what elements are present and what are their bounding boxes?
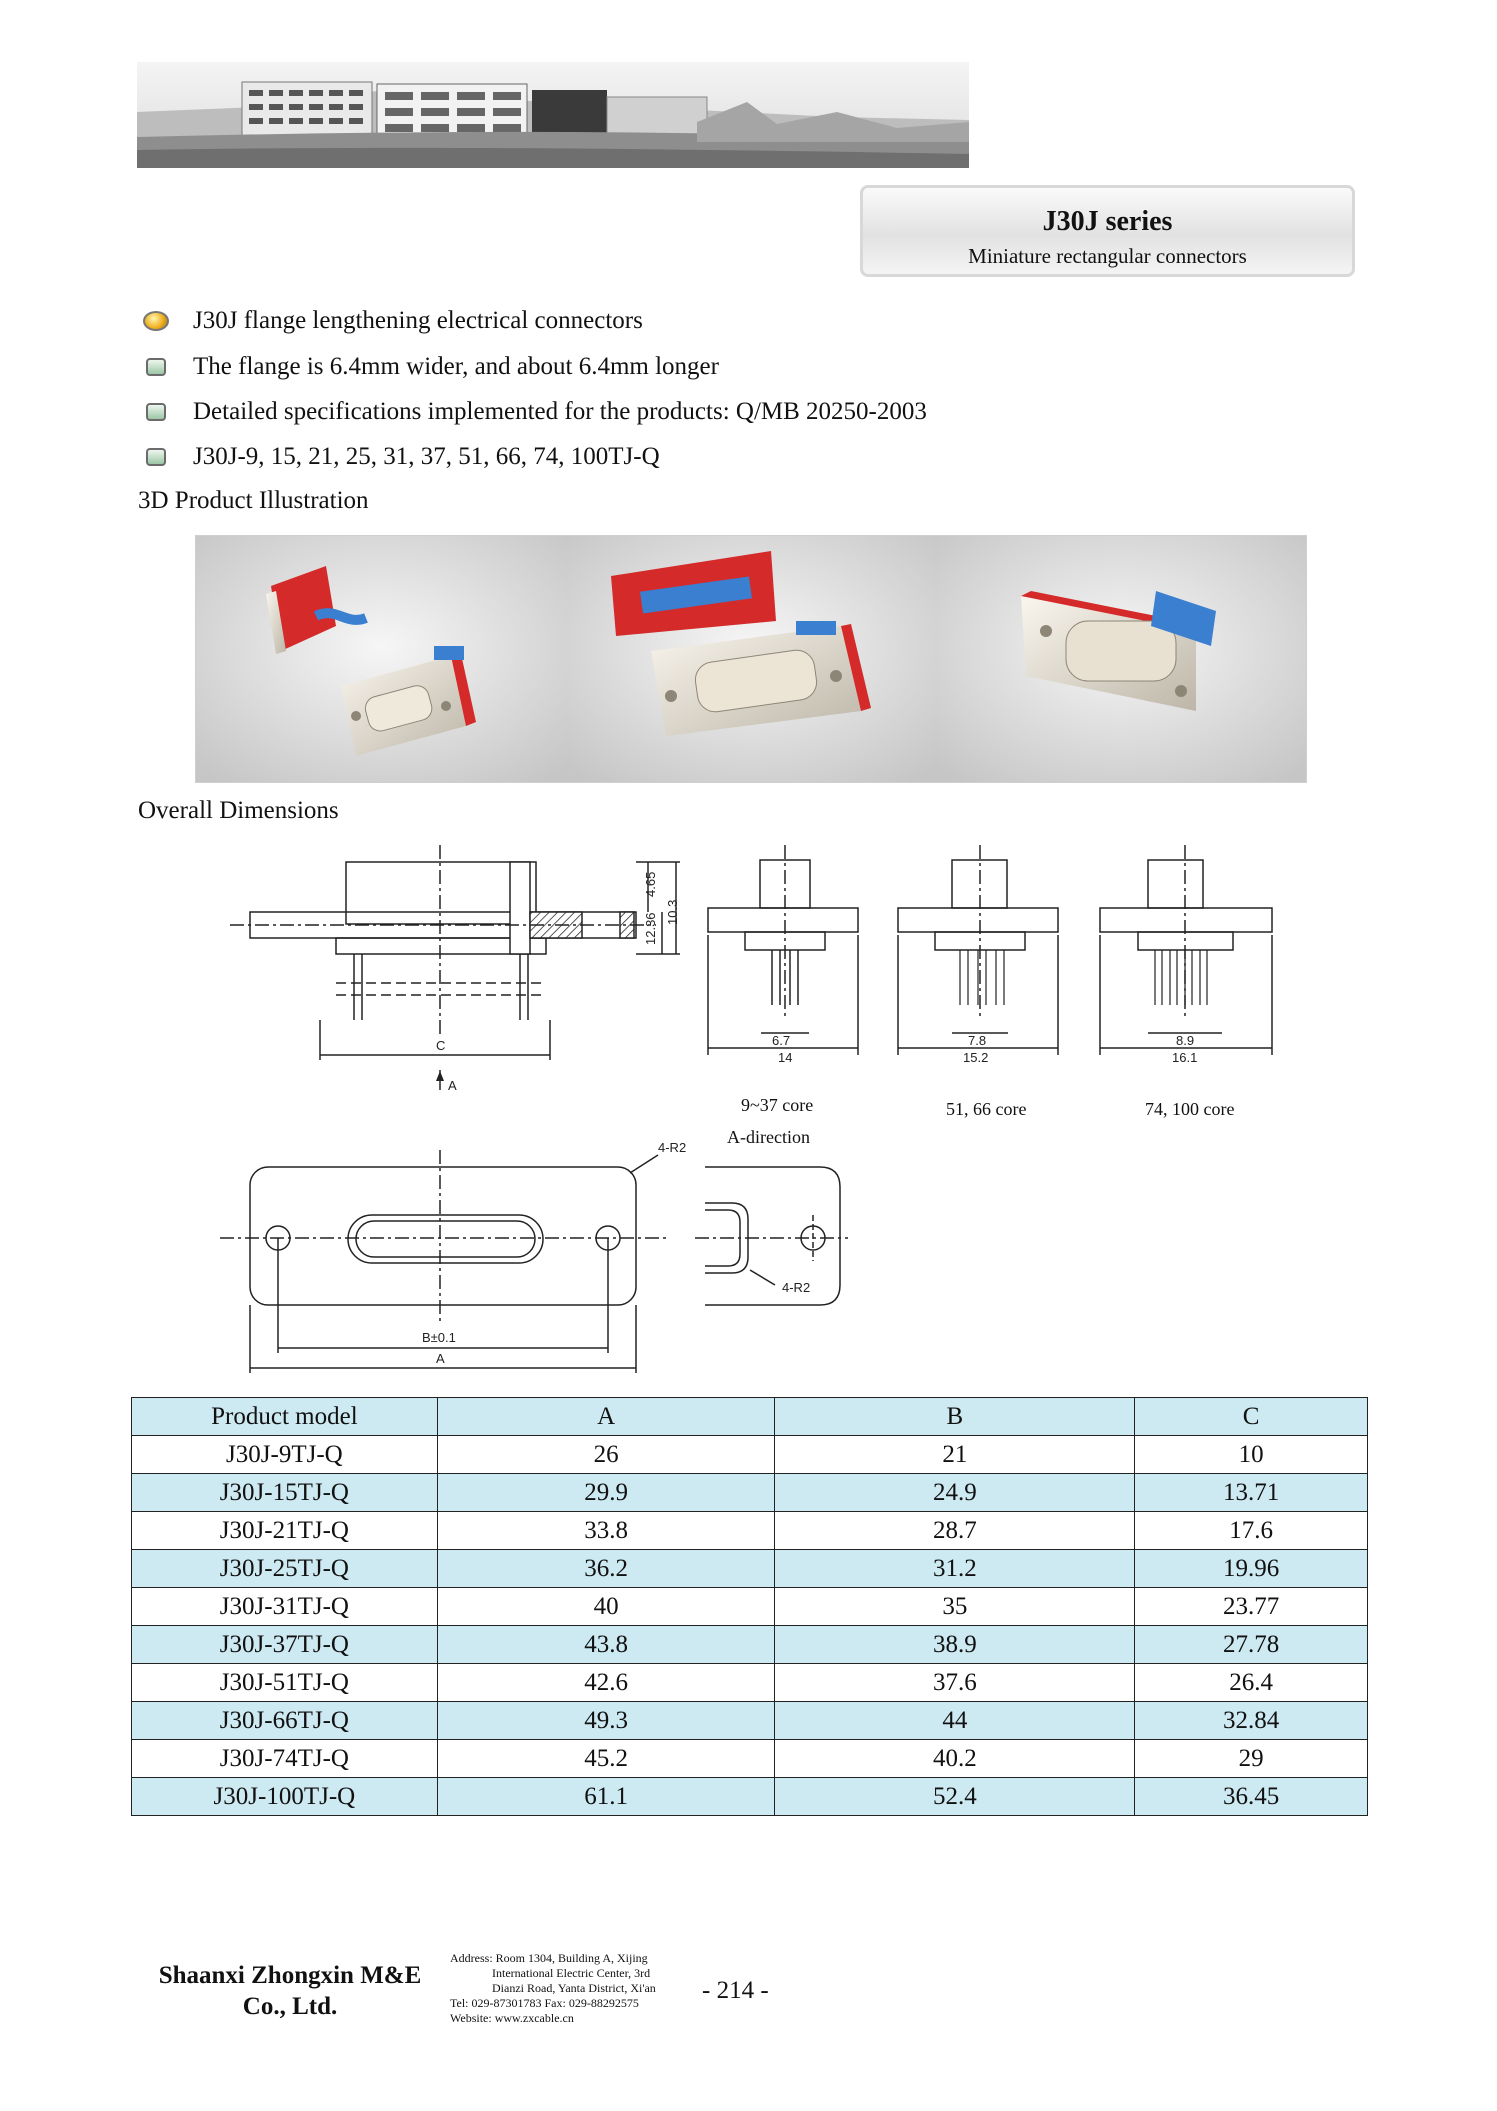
cell-c: 32.84 <box>1135 1702 1368 1740</box>
orange-bullet-icon <box>143 311 169 331</box>
company-name-line: Co., Ltd. <box>242 1993 338 2020</box>
bullet-item <box>143 392 927 432</box>
cell-product-model: J30J-66TJ-Q <box>132 1702 438 1740</box>
column-header-b: B <box>775 1398 1135 1436</box>
cell-b: 21 <box>775 1436 1135 1474</box>
cell-c: 26.4 <box>1135 1664 1368 1702</box>
caption-51-66-core: 51, 66 core <box>946 1099 1027 1119</box>
cell-a: 40 <box>437 1588 775 1626</box>
dim-label: 4-R2 <box>782 1280 811 1295</box>
cell-product-model: J30J-37TJ-Q <box>132 1626 438 1664</box>
cell-a: 42.6 <box>437 1664 775 1702</box>
cell-product-model: J30J-74TJ-Q <box>132 1740 438 1778</box>
company-name-line: Shaanxi Zhongxin M&E <box>158 1962 422 1989</box>
cell-product-model: J30J-9TJ-Q <box>132 1436 438 1474</box>
cell-a: 29.9 <box>437 1474 775 1512</box>
column-header-c: C <box>1135 1398 1368 1436</box>
series-title-box <box>860 185 1355 277</box>
caption-a-direction: A-direction <box>727 1127 810 1147</box>
cell-b: 28.7 <box>775 1512 1135 1550</box>
series-title: J30J series <box>1042 206 1173 237</box>
company-address <box>450 1951 690 2026</box>
cell-c: 27.78 <box>1135 1626 1368 1664</box>
cell-b: 38.9 <box>775 1626 1135 1664</box>
table-row <box>132 1626 1368 1664</box>
green-square-bullet-icon <box>146 448 166 466</box>
bullet-item <box>143 437 660 477</box>
table-row <box>132 1474 1368 1512</box>
cell-product-model: J30J-51TJ-Q <box>132 1664 438 1702</box>
table-header-row <box>132 1398 1368 1436</box>
cell-c: 23.77 <box>1135 1588 1368 1626</box>
dim-label: C <box>436 1038 446 1053</box>
dim-label: A <box>436 1351 445 1366</box>
cell-a: 33.8 <box>437 1512 775 1550</box>
dim-label: 15.2 <box>963 1050 989 1065</box>
section-heading-dimensions: Overall Dimensions <box>138 797 339 824</box>
dim-label: B±0.1 <box>422 1330 456 1345</box>
dim-label: 8.9 <box>1176 1033 1195 1048</box>
cell-product-model: J30J-100TJ-Q <box>132 1778 438 1816</box>
cell-c: 29 <box>1135 1740 1368 1778</box>
table-row <box>132 1740 1368 1778</box>
dim-label: 4-R2 <box>658 1140 687 1155</box>
cell-b: 31.2 <box>775 1550 1135 1588</box>
cell-c: 10 <box>1135 1436 1368 1474</box>
cell-b: 37.6 <box>775 1664 1135 1702</box>
cell-c: 36.45 <box>1135 1778 1368 1816</box>
dim-label: A <box>448 1078 457 1093</box>
dim-label: 7.8 <box>968 1033 987 1048</box>
cell-c: 13.71 <box>1135 1474 1368 1512</box>
cell-a: 45.2 <box>437 1740 775 1778</box>
column-header-product-model: Product model <box>132 1398 438 1436</box>
contact-line: Tel: 029-87301783 Fax: 029-88292575 <box>450 1996 639 2010</box>
cell-product-model: J30J-31TJ-Q <box>132 1588 438 1626</box>
address-line: International Electric Center, 3rd <box>492 1966 651 1980</box>
dim-label: 10.3 <box>665 899 680 925</box>
table-row <box>132 1436 1368 1474</box>
cell-product-model: J30J-15TJ-Q <box>132 1474 438 1512</box>
cell-a: 61.1 <box>437 1778 775 1816</box>
product-3d-illustration <box>195 535 1307 783</box>
table-row <box>132 1664 1368 1702</box>
table-row <box>132 1512 1368 1550</box>
green-square-bullet-icon <box>146 403 166 421</box>
section-heading-illustration: 3D Product Illustration <box>138 487 369 514</box>
header-banner-image <box>137 62 969 168</box>
series-subtitle: Miniature rectangular connectors <box>968 244 1247 268</box>
company-name <box>140 1960 440 2022</box>
bullet-text: Detailed specifications implemented for the products: Q/MB 20250-2003 <box>193 398 927 425</box>
cell-b: 35 <box>775 1588 1135 1626</box>
dim-label: 4.65 <box>643 871 658 897</box>
dimensions-table <box>131 1397 1368 1816</box>
bullet-text: J30J flange lengthening electrical connectors <box>193 307 643 334</box>
bullet-item <box>143 301 643 341</box>
dim-label: 6.7 <box>772 1033 791 1048</box>
column-header-a: A <box>437 1398 775 1436</box>
table-row <box>132 1550 1368 1588</box>
dim-label: 12.36 <box>643 912 658 945</box>
caption-74-100-core: 74, 100 core <box>1145 1099 1235 1119</box>
bullet-item <box>143 347 719 387</box>
table-row <box>132 1588 1368 1626</box>
table-row <box>132 1778 1368 1816</box>
cell-b: 52.4 <box>775 1778 1135 1816</box>
caption-9-37-core: 9~37 core <box>741 1095 814 1115</box>
cell-b: 24.9 <box>775 1474 1135 1512</box>
dim-label: 16.1 <box>1172 1050 1198 1065</box>
cell-c: 19.96 <box>1135 1550 1368 1588</box>
overall-dimensions-drawing <box>200 845 1280 1375</box>
bullet-text: The flange is 6.4mm wider, and about 6.4mm longer <box>193 353 719 380</box>
cell-product-model: J30J-25TJ-Q <box>132 1550 438 1588</box>
cell-b: 44 <box>775 1702 1135 1740</box>
cell-a: 43.8 <box>437 1626 775 1664</box>
page-number: - 214 - <box>702 1977 769 2004</box>
cell-c: 17.6 <box>1135 1512 1368 1550</box>
address-line: Dianzi Road, Yanta District, Xi'an <box>492 1981 656 1995</box>
table-row <box>132 1702 1368 1740</box>
cell-a: 49.3 <box>437 1702 775 1740</box>
cell-a: 26 <box>437 1436 775 1474</box>
bullet-text: J30J-9, 15, 21, 25, 31, 37, 51, 66, 74, 100TJ-Q <box>193 443 660 470</box>
cell-b: 40.2 <box>775 1740 1135 1778</box>
cell-a: 36.2 <box>437 1550 775 1588</box>
cell-product-model: J30J-21TJ-Q <box>132 1512 438 1550</box>
dim-label: 14 <box>778 1050 793 1065</box>
address-line: Address: Room 1304, Building A, Xijing <box>450 1951 648 1965</box>
table-body <box>132 1436 1368 1816</box>
green-square-bullet-icon <box>146 358 166 376</box>
website-line: Website: www.zxcable.cn <box>450 2011 574 2025</box>
